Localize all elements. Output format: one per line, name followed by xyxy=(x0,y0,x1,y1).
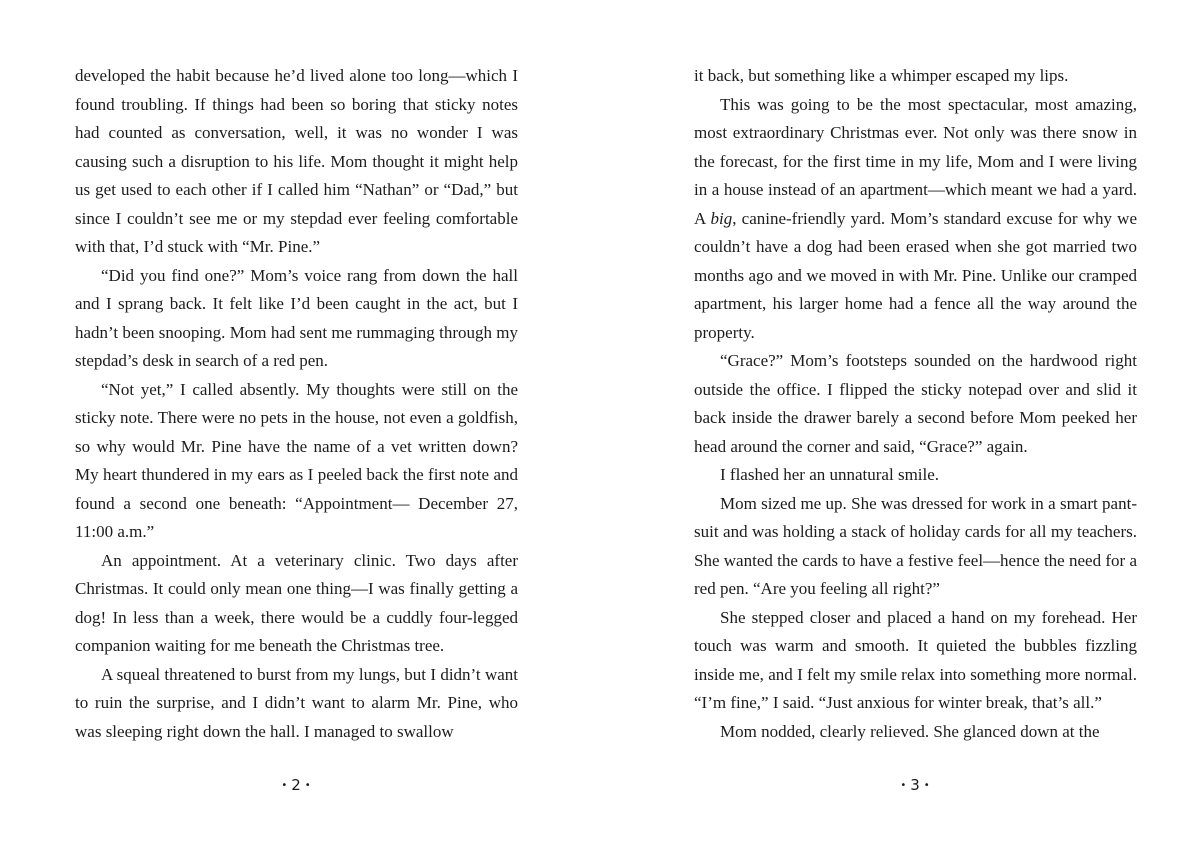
paragraph: it back, but something like a whimper escaped my lips. xyxy=(694,66,1069,85)
paragraph: I flashed her an unnatural smile. xyxy=(720,465,940,484)
paragraph: “Did you find one?” Mom’s voice rang from down the hall and I sprang back. It felt like I’d been caught in the act, but I hadn’t been snooping. Mom had sent me rummaging through my stepdad’s desk in search of a red pen. xyxy=(75,265,518,370)
paragraph: developed the habit because he’d lived alone too long—which I found troubling. If things had been so boring that sticky notes had counted as conversation, well, it was no wonder I was causing such a disruption to his life. Mom thought it might help us get used to each other if I called him “Nathan” or “Dad,” but since I couldn’t see me or my stepdad ever feeling comfortable with that, I’d stuck with “Mr. Pine.” xyxy=(75,66,518,256)
paragraph: An appointment. At a veterinary clinic. Two days after Christmas. It could only mean one thing—I was finally getting a dog! In less than a week, there would be a cuddly four-legged companion waiting for me beneath the Christmas tree. xyxy=(75,550,518,655)
paragraph: Mom sized me up. She was dressed for work in a smart pantsuit and was holding a stack of holiday cards for all my teachers. She wanted the cards to have a festive feel—hence the need for a red pen. “Are you feeling all right?” xyxy=(694,493,1137,598)
page-number: 2 xyxy=(291,776,302,794)
page-number-right xyxy=(694,776,1137,794)
paragraph: She stepped closer and placed a hand on my forehead. Her touch was warm and smooth. It quieted the bubbles fizzling inside me, and I felt my smile relax into something more normal. “I’m fine,” I said. “Just anxious for winter break, that’s all.” xyxy=(694,607,1137,712)
folio-dot-icon: • xyxy=(923,780,931,791)
folio-dot-icon: • xyxy=(304,780,312,791)
left-page xyxy=(75,62,518,746)
paragraph: “Grace?” Mom’s footsteps sounded on the hardwood right outside the office. I flipped the sticky notepad over and slid it back inside the drawer barely a second before Mom peeked her head around the corner and said, “Grace?” again. xyxy=(694,351,1137,456)
paragraph: “Not yet,” I called absently. My thoughts were still on the sticky note. There were no pets in the house, not even a goldfish, so why would Mr. Pine have the name of a vet written down? My heart thundered in my ears as I peeled back the first note and found a second one beneath: “Appointment— December 27, 11:00 a.m.” xyxy=(75,379,518,541)
right-page xyxy=(694,62,1137,746)
folio-dot-icon: • xyxy=(900,780,908,791)
paragraph: Mom nodded, clearly relieved. She glanced down at the xyxy=(720,721,1100,741)
paragraph: A squeal threatened to burst from my lungs, but I didn’t want to ruin the surprise, and I didn’t want to alarm Mr. Pine, who was sleeping right down the hall. I managed to swallow xyxy=(75,664,518,741)
page-number: 3 xyxy=(910,776,921,794)
folio-dot-icon: • xyxy=(281,780,289,791)
page-number-left xyxy=(75,776,518,794)
paragraph: This was going to be the most spectacular, most amazing, most extraordinary Christmas ever. Not only was there snow in the forecast, for the first time in my life, Mom and I were living in a house instead of an apartment—which meant we had a yard. A big, canine-friendly yard. Mom’s standard excuse for why we couldn’t have a dog had been erased when she got married two months ago and we moved in with Mr. Pine. Unlike our cramped apartment, his larger home had a fence all the way around the property. xyxy=(694,94,1137,342)
